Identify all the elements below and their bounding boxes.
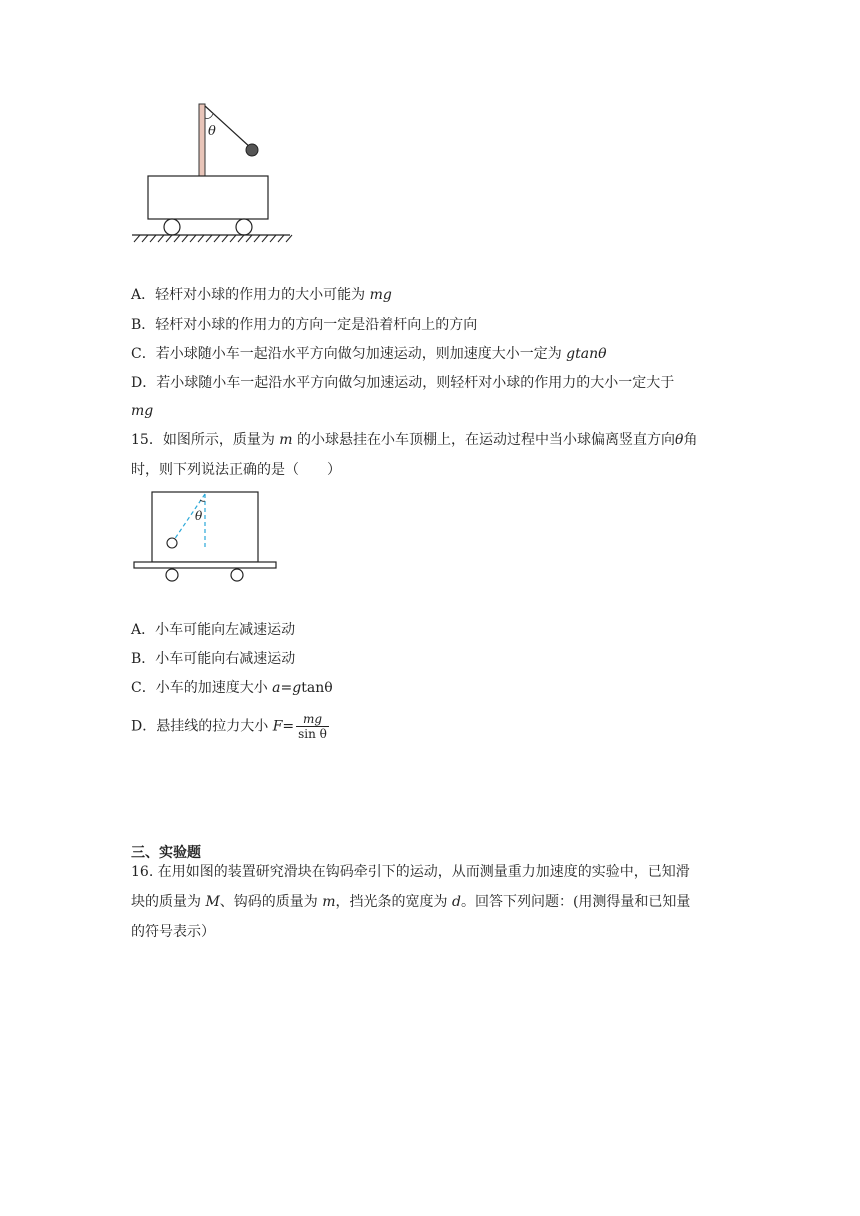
- cart-body: [148, 176, 268, 219]
- q15-option-c: C．小车的加速度大小 a=gtanθ: [131, 680, 333, 696]
- ball: [246, 144, 258, 156]
- q15-option-b: B．小车可能向右减速运动: [131, 651, 296, 667]
- wheel-left: [164, 219, 180, 235]
- q14-option-c: C．若小球随小车一起沿水平方向做匀加速运动，则加速度大小一定为 gtanθ: [131, 346, 607, 362]
- q14-option-a: A．轻杆对小球的作用力的大小可能为 mg: [131, 287, 392, 303]
- wheel-left-2: [166, 569, 178, 581]
- q15-option-a: A．小车可能向左减速运动: [131, 622, 296, 638]
- q15-option-d: D．悬挂线的拉力大小 F= $\frac{mg}{\text{sin θ}}$: [131, 712, 327, 741]
- figure-cart-hanging-ball: [130, 488, 280, 588]
- hanging-ball: [167, 538, 177, 548]
- q15-stem-line2: 时，则下列说法正确的是（ ）: [131, 462, 341, 478]
- cart-platform: [134, 562, 276, 568]
- figure-cart-rod-ball: [128, 100, 298, 250]
- ground-hatching: [134, 235, 292, 242]
- wheel-right: [236, 219, 252, 235]
- q14-option-b: B．轻杆对小球的作用力的方向一定是沿着杆向上的方向: [131, 317, 478, 333]
- section-heading-experiment: 三、实验题: [131, 845, 201, 861]
- rod: [199, 104, 205, 176]
- q16-line1: 16. 在用如图的装置研究滑块在钩码牵引下的运动，从而测量重力加速度的实验中，已知滑: [131, 864, 690, 880]
- theta-label-1: θ: [208, 124, 216, 139]
- theta-label-2: θ: [195, 509, 203, 523]
- fraction-mg-over-sin: $\frac{mg}{\text{sin θ}}$: [298, 712, 327, 741]
- q14-option-d-cont: mg: [131, 403, 154, 419]
- q16-line3: 的符号表示）: [131, 924, 215, 940]
- wheel-right-2: [231, 569, 243, 581]
- q15-stem-line1: 15．如图所示，质量为 m 的小球悬挂在小车顶棚上，在运动过程中当小球偏离竖直方向θ角: [131, 432, 698, 448]
- q16-line2: 块的质量为 M、钩码的质量为 m，挡光条的宽度为 d。回答下列问题：(用测得量和已知量: [131, 894, 691, 910]
- q14-option-d: D．若小球随小车一起沿水平方向做匀加速运动，则轻杆对小球的作用力的大小一定大于: [131, 375, 675, 391]
